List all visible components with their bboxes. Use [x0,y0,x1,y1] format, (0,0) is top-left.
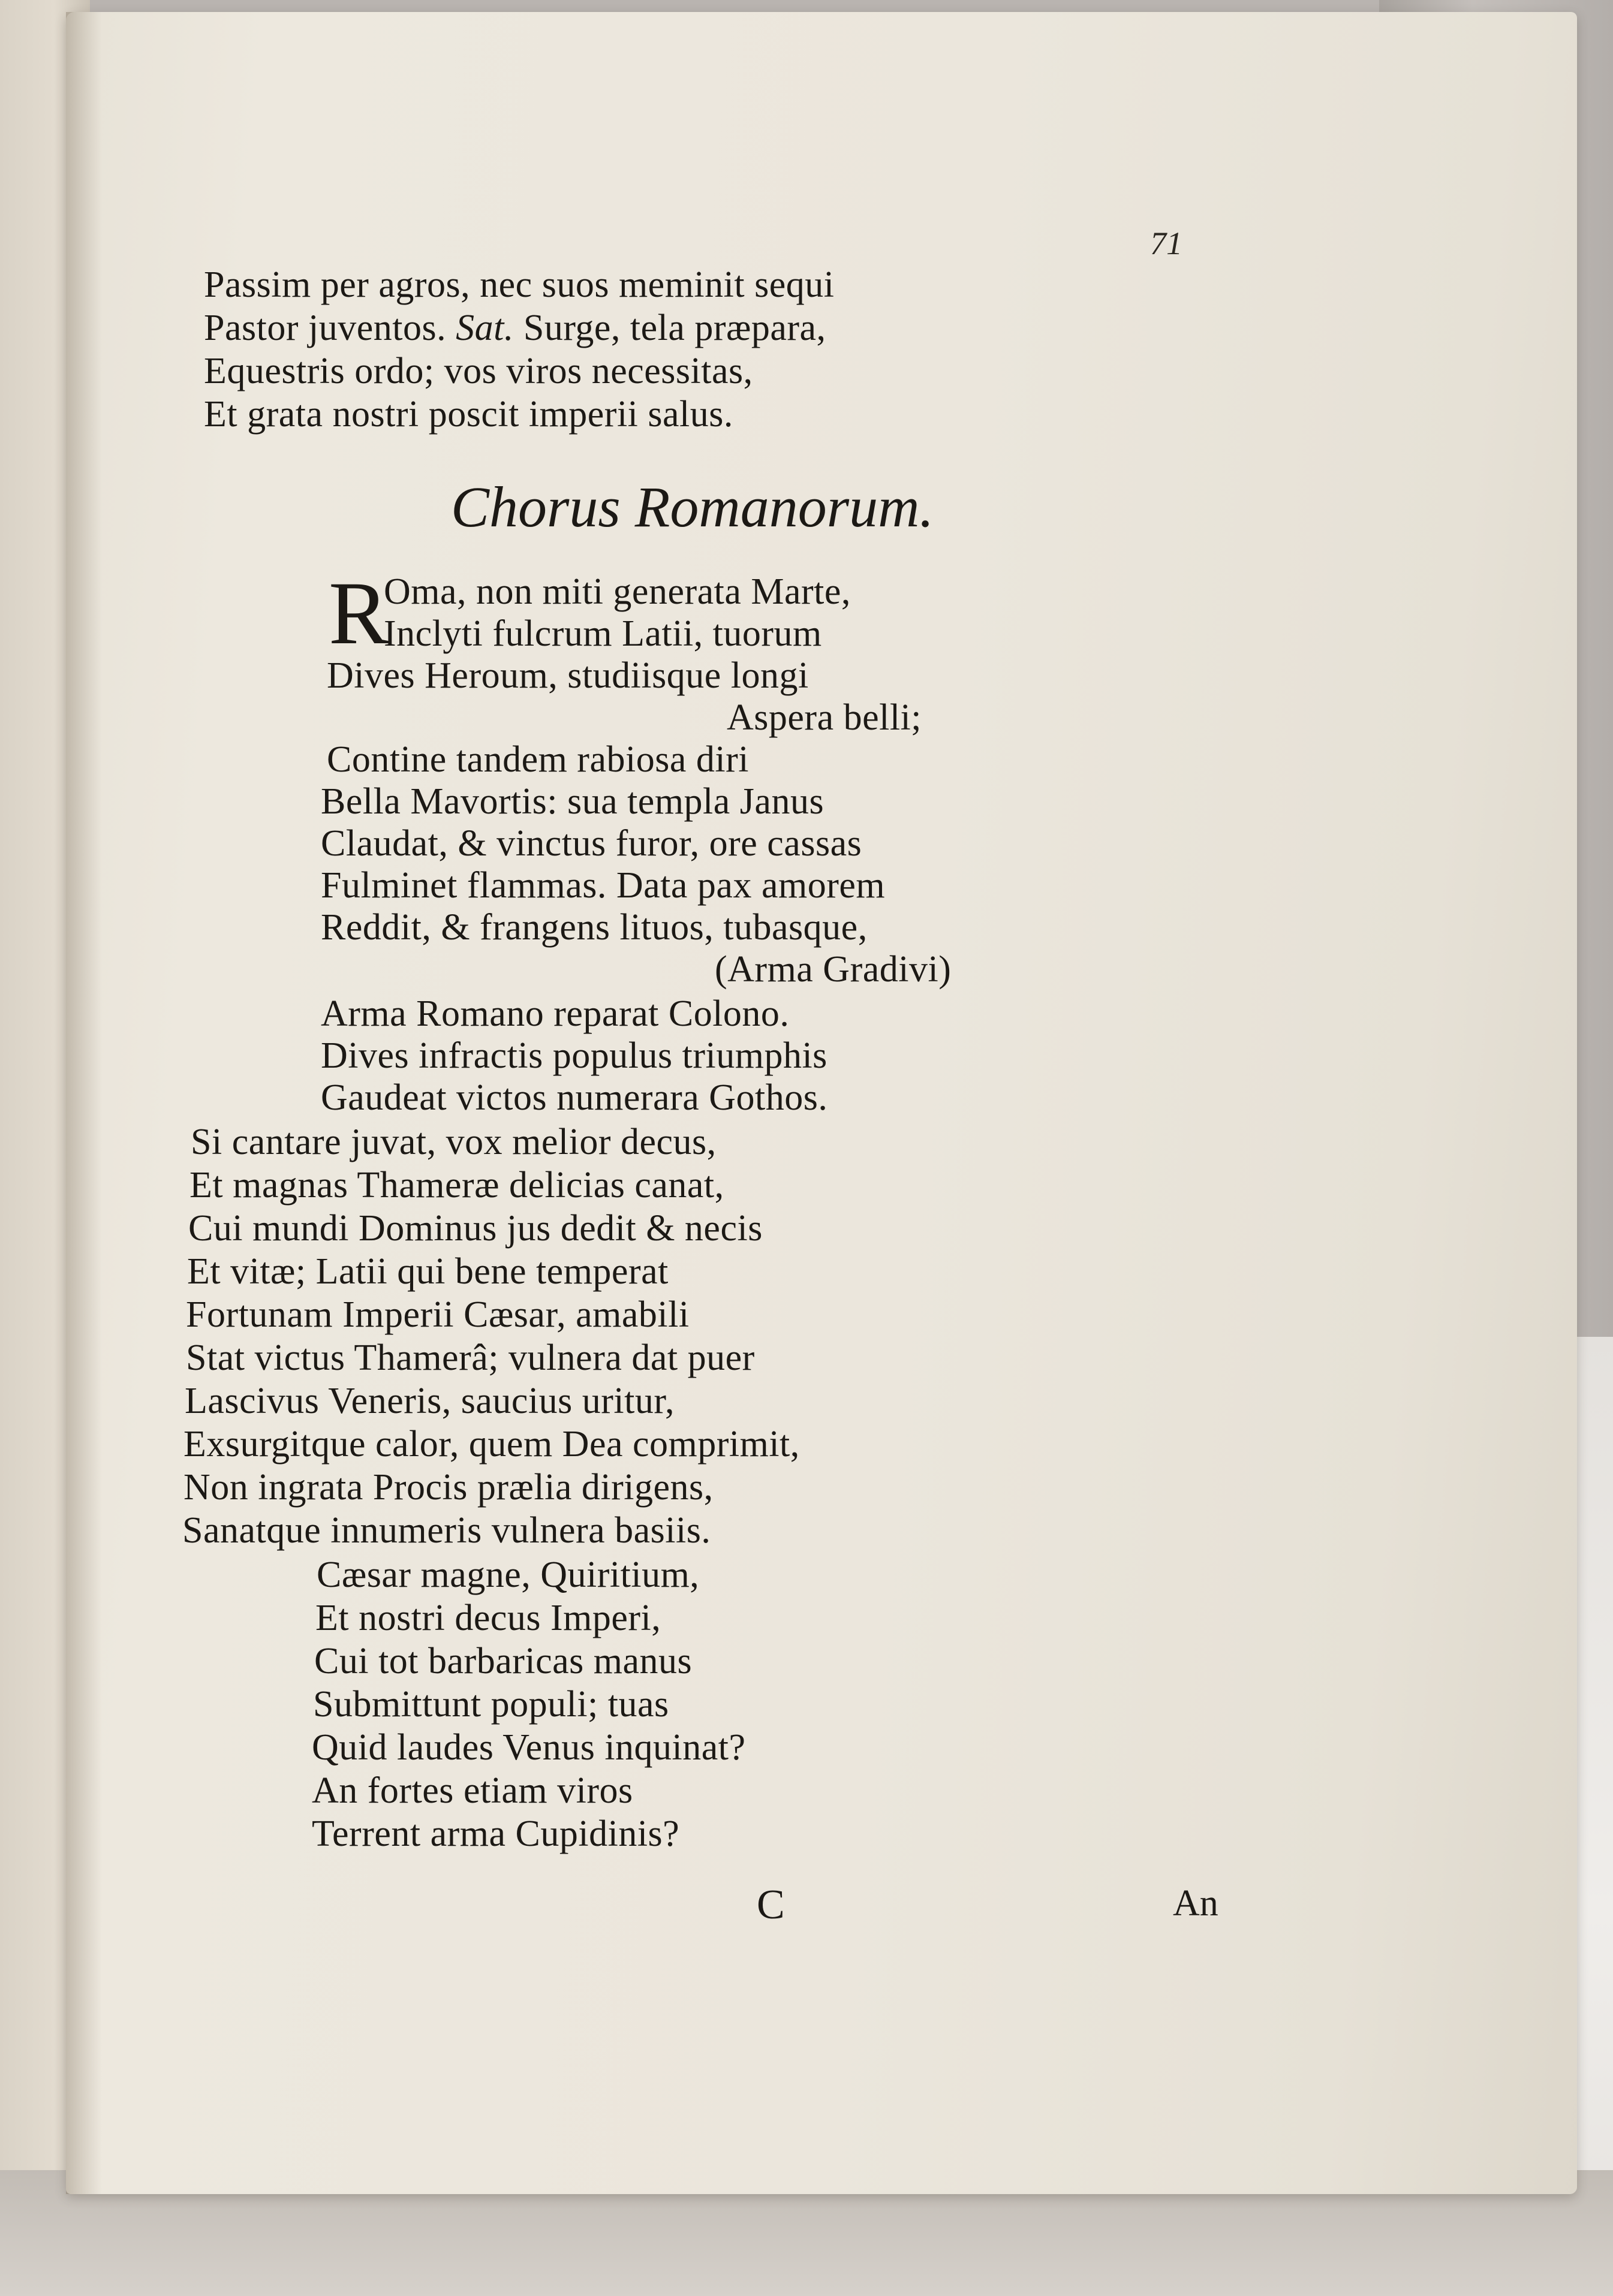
stanza1-line-2: Inclyti fulcrum Latii, tuorum [384,613,822,654]
stanza2-line-4: Et vitæ; Latii qui bene temperat [187,1251,669,1292]
intro-line-1: Passim per agros, nec suos meminit sequi [204,264,835,305]
stanza1-line-9: Reddit, & frangens lituos, tubasque, [321,907,868,948]
stanza2-line-3: Cui mundi Dominus jus dedit & necis [188,1208,763,1249]
drop-cap: R [329,564,389,663]
stanza3-line-2: Et nostri decus Imperi, [315,1598,661,1638]
speaker-abbr: Sat. [456,308,514,348]
stanza2-line-5: Fortunam Imperii Cæsar, amabili [186,1294,690,1335]
stanza2-line-7: Lascivus Veneris, saucius uritur, [185,1381,675,1421]
stanza3-line-7: Terrent arma Cupidinis? [312,1813,680,1854]
stanza3-line-1: Cæsar magne, Quiritium, [317,1554,700,1595]
stanza2-line-6: Stat victus Thamerâ; vulnera dat puer [186,1337,755,1378]
signature-mark: C [757,1882,785,1928]
stanza1-line-12: Dives infractis populus triumphis [321,1035,827,1076]
stanza1-line-5: Contine tandem rabiosa diri [327,739,749,780]
stanza3-line-4: Submittunt populi; tuas [313,1684,669,1725]
stanza1-line-13: Gaudeat victos numerara Gothos. [321,1077,828,1118]
stanza2-line-9: Non ingrata Procis prælia dirigens, [183,1467,714,1508]
stanza1-line-1: Oma, non miti generata Marte, [384,571,851,612]
stanza1-line-10: (Arma Gradivi) [715,949,952,990]
stanza2-line-10: Sanatque innumeris vulnera basiis. [182,1510,711,1551]
catchword: An [1173,1883,1218,1924]
stanza3-line-3: Cui tot barbaricas manus [314,1641,693,1682]
stanza3-line-6: An fortes etiam viros [312,1770,633,1811]
stanza1-line-8: Fulminet flammas. Data pax amorem [321,865,886,906]
stanza2-line-1: Si cantare juvat, vox melior decus, [191,1122,717,1162]
stanza2-line-8: Exsurgitque calor, quem Dea comprimit, [183,1424,800,1465]
stanza2-line-2: Et magnas Thameræ delicias canat, [189,1165,724,1206]
intro-line-2-rest: Surge, tela præpara, [523,308,826,348]
stanza1-line-11: Arma Romano reparat Colono. [321,993,790,1034]
intro-line-4: Et grata nostri poscit imperii salus. [204,394,733,435]
stanza1-line-4: Aspera belli; [727,697,922,738]
intro-line-2 [204,307,826,349]
chorus-heading: Chorus Romanorum. [451,475,934,539]
stanza1-line-6: Bella Mavortis: sua templa Janus [321,781,824,822]
stanza1-line-3: Dives Heroum, studiisque longi [327,655,809,696]
intro-line-3: Equestris ordo; vos viros necessitas, [204,351,753,391]
stanza3-line-5: Quid laudes Venus inquinat? [312,1727,746,1768]
stanza1-line-7: Claudat, & vinctus furor, ore cassas [321,823,862,864]
page-gutter-shadow [66,12,102,2194]
page-number: 71 [1150,225,1182,261]
intro-line-2-text: Pastor juventos. [204,308,447,348]
